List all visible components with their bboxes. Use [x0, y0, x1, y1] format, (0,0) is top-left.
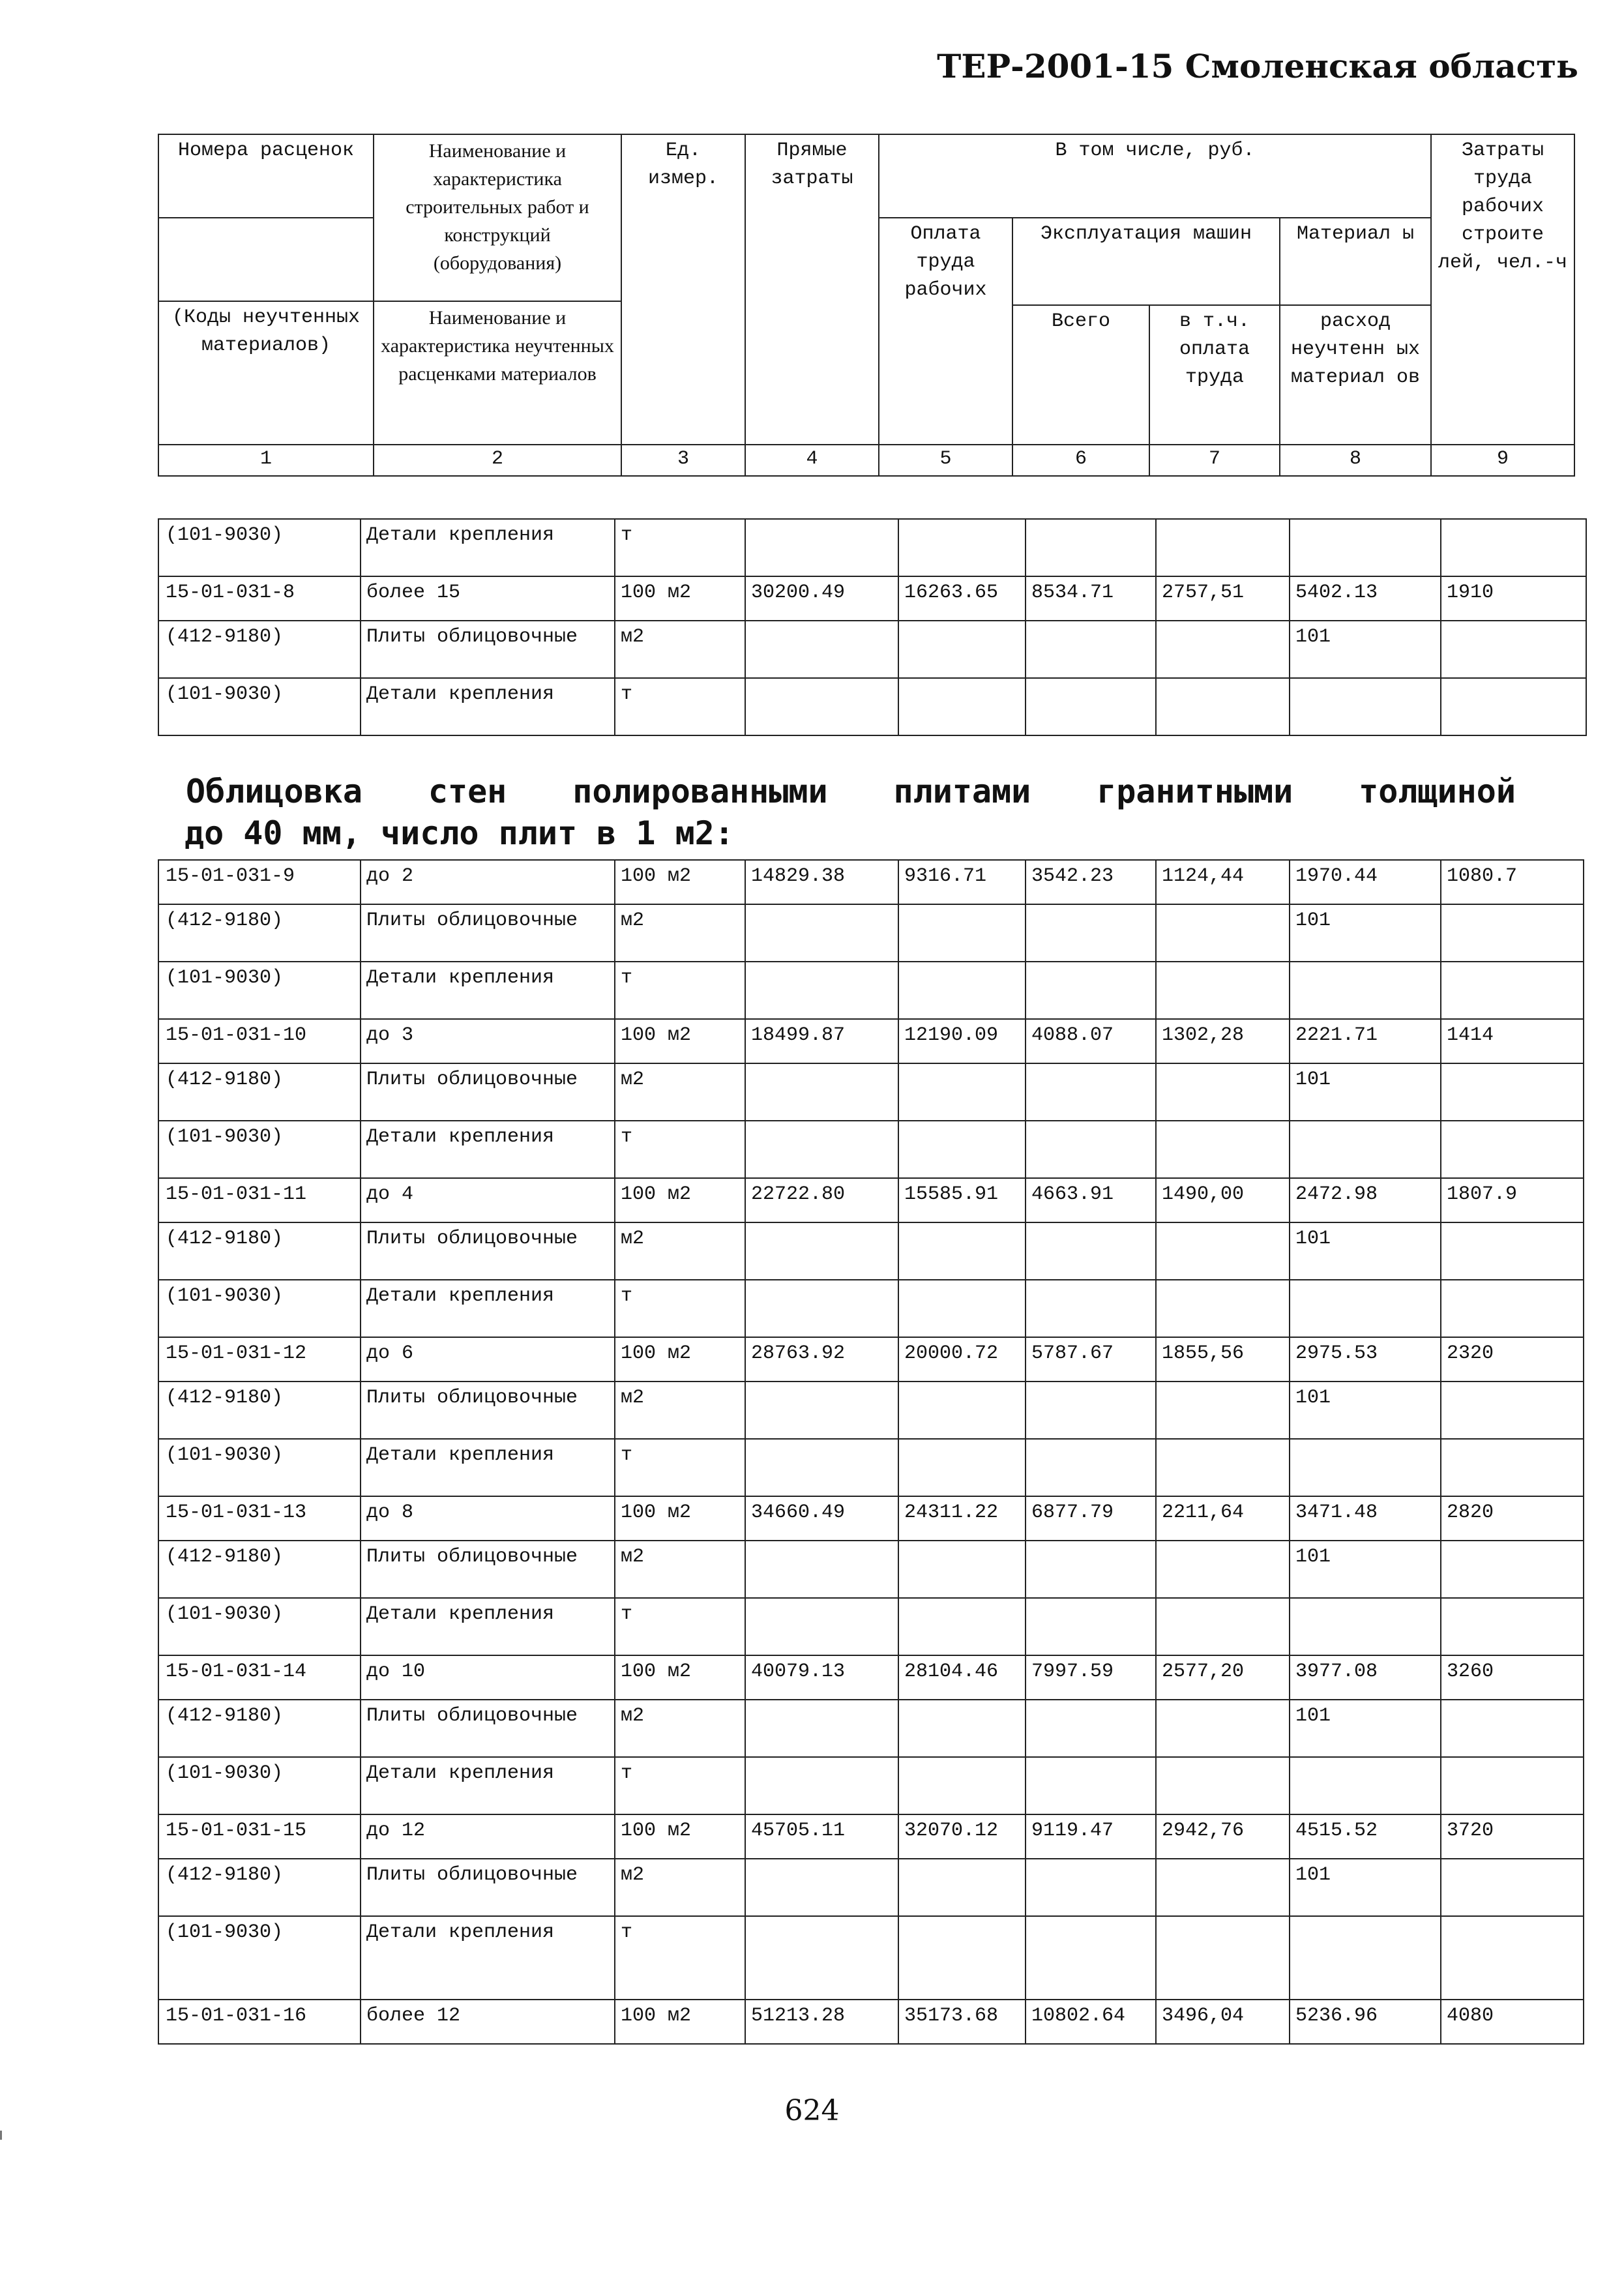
machines-total-cell: 10802.64	[1026, 2000, 1156, 2044]
machines-labor-pay-cell	[1156, 1598, 1290, 1655]
materials-cost-cell: 101	[1290, 1222, 1441, 1280]
work-name-cell: Плиты облицовочные	[361, 1700, 615, 1757]
materials-cost-cell: 101	[1290, 1859, 1441, 1916]
header-material-consumption: расход неучтенн ых материал ов	[1280, 305, 1431, 445]
unit-cell: т	[615, 1598, 745, 1655]
labor-hours-cell	[1441, 1916, 1584, 2000]
column-number: 9	[1431, 445, 1574, 476]
work-name-cell: Плиты облицовочные	[361, 1382, 615, 1439]
header-codes-spacer	[158, 218, 374, 301]
header-labor-hours: Затраты труда рабочих строите лей, чел.-ч	[1431, 134, 1574, 445]
direct-costs-cell: 18499.87	[745, 1019, 898, 1063]
materials-cost-cell: 101	[1290, 621, 1441, 678]
table-row	[158, 1439, 1584, 1496]
materials-cost-cell: 101	[1290, 1382, 1441, 1439]
unit-cell: 100 м2	[615, 1178, 745, 1222]
worker-pay-cell: 24311.22	[898, 1496, 1026, 1541]
machines-labor-pay-cell	[1156, 1382, 1290, 1439]
table-row	[158, 962, 1584, 1019]
materials-cost-cell: 2472.98	[1290, 1178, 1441, 1222]
rate-code-cell: (101-9030)	[158, 1280, 361, 1337]
labor-hours-cell	[1441, 1700, 1584, 1757]
rate-code-cell: 15-01-031-15	[158, 1814, 361, 1859]
table-row	[158, 678, 1586, 735]
direct-costs-cell	[745, 1063, 898, 1121]
table-row	[158, 1019, 1584, 1063]
direct-costs-cell	[745, 1859, 898, 1916]
labor-hours-cell: 3260	[1441, 1655, 1584, 1700]
labor-hours-cell	[1441, 621, 1586, 678]
unit-cell: 100 м2	[615, 1019, 745, 1063]
machines-labor-pay-cell: 1490,00	[1156, 1178, 1290, 1222]
materials-cost-cell	[1290, 1439, 1441, 1496]
header-material-name: Наименование и характеристика неучтенных расценками материалов	[374, 301, 621, 445]
labor-hours-cell	[1441, 1063, 1584, 1121]
column-header-table	[158, 134, 1575, 477]
labor-hours-cell	[1441, 1757, 1584, 1814]
work-name-cell: Детали крепления	[361, 1757, 615, 1814]
unit-cell: т	[615, 519, 745, 576]
unit-cell: 100 м2	[615, 576, 745, 621]
labor-hours-cell: 1080.7	[1441, 860, 1584, 904]
header-material-codes: (Коды неучтенных материалов)	[158, 301, 374, 445]
header-machines-total: Всего	[1012, 305, 1149, 445]
rate-code-cell: (412-9180)	[158, 621, 361, 678]
rate-code-cell: (101-9030)	[158, 1439, 361, 1496]
machines-labor-pay-cell: 2757,51	[1156, 576, 1290, 621]
materials-cost-cell	[1290, 678, 1441, 735]
labor-hours-cell	[1441, 1222, 1584, 1280]
labor-hours-cell: 4080	[1441, 2000, 1584, 2044]
direct-costs-cell	[745, 1541, 898, 1598]
unit-cell: т	[615, 962, 745, 1019]
table-row	[158, 1757, 1584, 1814]
unit-cell: 100 м2	[615, 1337, 745, 1382]
rates-table-granite	[158, 859, 1584, 2045]
worker-pay-cell: 9316.71	[898, 860, 1026, 904]
column-number: 4	[745, 445, 879, 476]
machines-total-cell	[1026, 1859, 1156, 1916]
rate-code-cell: (101-9030)	[158, 519, 361, 576]
machines-total-cell: 3542.23	[1026, 860, 1156, 904]
direct-costs-cell: 40079.13	[745, 1655, 898, 1700]
machines-total-cell	[1026, 621, 1156, 678]
direct-costs-cell	[745, 1916, 898, 2000]
machines-labor-pay-cell: 1124,44	[1156, 860, 1290, 904]
table-row	[158, 1222, 1584, 1280]
direct-costs-cell	[745, 678, 898, 735]
materials-cost-cell: 3977.08	[1290, 1655, 1441, 1700]
column-number: 8	[1280, 445, 1431, 476]
unit-cell: 100 м2	[615, 1655, 745, 1700]
document-title: ТЕР-2001-15 Смоленская область	[937, 47, 1578, 85]
work-name-cell: Детали крепления	[361, 1439, 615, 1496]
worker-pay-cell	[898, 962, 1026, 1019]
header-worker-pay: Оплата труда рабочих	[879, 218, 1012, 445]
direct-costs-cell: 34660.49	[745, 1496, 898, 1541]
machines-total-cell	[1026, 1280, 1156, 1337]
rate-code-cell: 15-01-031-12	[158, 1337, 361, 1382]
rate-code-cell: (101-9030)	[158, 1121, 361, 1178]
labor-hours-cell	[1441, 519, 1586, 576]
unit-cell: т	[615, 1121, 745, 1178]
direct-costs-cell: 45705.11	[745, 1814, 898, 1859]
machines-total-cell	[1026, 1121, 1156, 1178]
rate-code-cell: 15-01-031-10	[158, 1019, 361, 1063]
machines-labor-pay-cell	[1156, 904, 1290, 962]
table-row	[158, 1700, 1584, 1757]
unit-cell: 100 м2	[615, 1814, 745, 1859]
rate-code-cell: (101-9030)	[158, 678, 361, 735]
page-number: 624	[784, 2094, 840, 2127]
rate-code-cell: 15-01-031-14	[158, 1655, 361, 1700]
machines-labor-pay-cell	[1156, 1757, 1290, 1814]
table-row	[158, 1598, 1584, 1655]
machines-total-cell	[1026, 1541, 1156, 1598]
rate-code-cell: (412-9180)	[158, 1859, 361, 1916]
direct-costs-cell	[745, 621, 898, 678]
machines-labor-pay-cell	[1156, 962, 1290, 1019]
worker-pay-cell: 32070.12	[898, 1814, 1026, 1859]
machines-total-cell	[1026, 1439, 1156, 1496]
machines-total-cell	[1026, 1700, 1156, 1757]
machines-labor-pay-cell	[1156, 1700, 1290, 1757]
header-machine-operation: Эксплуатация машин	[1012, 218, 1280, 305]
machines-labor-pay-cell	[1156, 519, 1290, 576]
machines-total-cell: 5787.67	[1026, 1337, 1156, 1382]
machines-labor-pay-cell	[1156, 1439, 1290, 1496]
materials-cost-cell	[1290, 962, 1441, 1019]
header-work-name: Наименование и характеристика строительных работ и конструкций (оборудования)	[374, 134, 621, 301]
header-including-rub: В том числе, руб.	[879, 134, 1431, 218]
work-name-cell: Детали крепления	[361, 519, 615, 576]
worker-pay-cell	[898, 1757, 1026, 1814]
direct-costs-cell: 22722.80	[745, 1178, 898, 1222]
machines-labor-pay-cell: 2211,64	[1156, 1496, 1290, 1541]
direct-costs-cell: 30200.49	[745, 576, 898, 621]
rate-code-cell: (101-9030)	[158, 1598, 361, 1655]
machines-total-cell	[1026, 1916, 1156, 2000]
unit-cell: 100 м2	[615, 1496, 745, 1541]
machines-labor-pay-cell	[1156, 1916, 1290, 2000]
materials-cost-cell: 101	[1290, 1541, 1441, 1598]
work-name-cell: Детали крепления	[361, 962, 615, 1019]
worker-pay-cell: 35173.68	[898, 2000, 1026, 2044]
materials-cost-cell	[1290, 519, 1441, 576]
labor-hours-cell	[1441, 962, 1584, 1019]
rate-code-cell: 15-01-031-11	[158, 1178, 361, 1222]
direct-costs-cell	[745, 519, 898, 576]
table-row	[158, 904, 1584, 962]
column-number: 2	[374, 445, 621, 476]
machines-total-cell: 6877.79	[1026, 1496, 1156, 1541]
machines-labor-pay-cell: 2577,20	[1156, 1655, 1290, 1700]
worker-pay-cell	[898, 1700, 1026, 1757]
direct-costs-cell	[745, 1382, 898, 1439]
table-row	[158, 621, 1586, 678]
machines-total-cell: 7997.59	[1026, 1655, 1156, 1700]
section-heading-line-1: Облицовка стен полированными плитами гранитными толщиной	[186, 773, 1516, 810]
labor-hours-cell	[1441, 1439, 1584, 1496]
worker-pay-cell	[898, 1063, 1026, 1121]
machines-total-cell	[1026, 904, 1156, 962]
direct-costs-cell	[745, 1757, 898, 1814]
direct-costs-cell	[745, 1121, 898, 1178]
table-row	[158, 1280, 1584, 1337]
work-name-cell: до 12	[361, 1814, 615, 1859]
section-heading-line-2: до 40 мм, число плит в 1 м2:	[185, 814, 734, 852]
labor-hours-cell	[1441, 1280, 1584, 1337]
rate-code-cell: (412-9180)	[158, 1700, 361, 1757]
worker-pay-cell: 20000.72	[898, 1337, 1026, 1382]
unit-cell: 100 м2	[615, 860, 745, 904]
machines-total-cell	[1026, 1063, 1156, 1121]
table-row	[158, 1178, 1584, 1222]
rate-code-cell: (101-9030)	[158, 1757, 361, 1814]
labor-hours-cell	[1441, 1121, 1584, 1178]
unit-cell: м2	[615, 1700, 745, 1757]
work-name-cell: до 3	[361, 1019, 615, 1063]
labor-hours-cell: 3720	[1441, 1814, 1584, 1859]
column-number: 3	[621, 445, 745, 476]
worker-pay-cell	[898, 678, 1026, 735]
unit-cell: т	[615, 1439, 745, 1496]
rate-code-cell: (412-9180)	[158, 904, 361, 962]
work-name-cell: Детали крепления	[361, 678, 615, 735]
direct-costs-cell: 14829.38	[745, 860, 898, 904]
work-name-cell: до 10	[361, 1655, 615, 1700]
machines-labor-pay-cell	[1156, 1121, 1290, 1178]
column-number: 6	[1012, 445, 1149, 476]
worker-pay-cell	[898, 621, 1026, 678]
table-row	[158, 2000, 1584, 2044]
column-number: 5	[879, 445, 1012, 476]
rate-code-cell: 15-01-031-9	[158, 860, 361, 904]
unit-cell: м2	[615, 621, 745, 678]
materials-cost-cell	[1290, 1916, 1441, 2000]
work-name-cell: Плиты облицовочные	[361, 1063, 615, 1121]
machines-labor-pay-cell	[1156, 1541, 1290, 1598]
work-name-cell: Плиты облицовочные	[361, 1859, 615, 1916]
machines-total-cell: 8534.71	[1026, 576, 1156, 621]
machines-total-cell	[1026, 1757, 1156, 1814]
materials-cost-cell	[1290, 1280, 1441, 1337]
table-row	[158, 1382, 1584, 1439]
materials-cost-cell: 101	[1290, 904, 1441, 962]
work-name-cell: до 4	[361, 1178, 615, 1222]
unit-cell: м2	[615, 1063, 745, 1121]
unit-cell: м2	[615, 1382, 745, 1439]
column-number: 1	[158, 445, 374, 476]
materials-cost-cell: 3471.48	[1290, 1496, 1441, 1541]
table-row	[158, 1541, 1584, 1598]
section-heading	[186, 771, 1516, 854]
worker-pay-cell	[898, 1859, 1026, 1916]
direct-costs-cell	[745, 1700, 898, 1757]
worker-pay-cell	[898, 1541, 1026, 1598]
work-name-cell: Детали крепления	[361, 1121, 615, 1178]
work-name-cell: более 15	[361, 576, 615, 621]
labor-hours-cell	[1441, 904, 1584, 962]
direct-costs-cell	[745, 1222, 898, 1280]
rate-code-cell: (412-9180)	[158, 1222, 361, 1280]
materials-cost-cell: 4515.52	[1290, 1814, 1441, 1859]
materials-cost-cell: 2221.71	[1290, 1019, 1441, 1063]
machines-labor-pay-cell: 3496,04	[1156, 2000, 1290, 2044]
worker-pay-cell	[898, 519, 1026, 576]
worker-pay-cell	[898, 1280, 1026, 1337]
materials-cost-cell	[1290, 1121, 1441, 1178]
machines-total-cell: 4663.91	[1026, 1178, 1156, 1222]
rate-code-cell: (412-9180)	[158, 1063, 361, 1121]
table-row	[158, 860, 1584, 904]
work-name-cell: до 8	[361, 1496, 615, 1541]
labor-hours-cell	[1441, 678, 1586, 735]
header-codes: Номера расценок	[158, 134, 374, 218]
unit-cell: т	[615, 1916, 745, 2000]
header-direct-costs: Прямые затраты	[745, 134, 879, 445]
table-row	[158, 1496, 1584, 1541]
unit-cell: т	[615, 678, 745, 735]
rate-code-cell: (101-9030)	[158, 1916, 361, 2000]
unit-cell: м2	[615, 1541, 745, 1598]
machines-labor-pay-cell	[1156, 678, 1290, 735]
labor-hours-cell	[1441, 1382, 1584, 1439]
rate-code-cell: (412-9180)	[158, 1382, 361, 1439]
worker-pay-cell: 12190.09	[898, 1019, 1026, 1063]
machines-labor-pay-cell	[1156, 1859, 1290, 1916]
machines-labor-pay-cell: 2942,76	[1156, 1814, 1290, 1859]
rate-code-cell: 15-01-031-8	[158, 576, 361, 621]
direct-costs-cell: 51213.28	[745, 2000, 898, 2044]
direct-costs-cell	[745, 962, 898, 1019]
machines-total-cell	[1026, 1382, 1156, 1439]
scan-mark	[0, 2131, 2, 2140]
worker-pay-cell	[898, 1382, 1026, 1439]
machines-labor-pay-cell	[1156, 621, 1290, 678]
table-row	[158, 1655, 1584, 1700]
worker-pay-cell	[898, 1121, 1026, 1178]
direct-costs-cell	[745, 1280, 898, 1337]
table-row	[158, 1916, 1584, 2000]
table-row	[158, 1337, 1584, 1382]
work-name-cell: до 6	[361, 1337, 615, 1382]
labor-hours-cell	[1441, 1859, 1584, 1916]
materials-cost-cell: 101	[1290, 1063, 1441, 1121]
machines-total-cell: 4088.07	[1026, 1019, 1156, 1063]
work-name-cell: Плиты облицовочные	[361, 1541, 615, 1598]
header-materials: Материал ы	[1280, 218, 1431, 305]
materials-cost-cell: 1970.44	[1290, 860, 1441, 904]
materials-cost-cell: 5236.96	[1290, 2000, 1441, 2044]
table-row	[158, 1859, 1584, 1916]
labor-hours-cell: 1807.9	[1441, 1178, 1584, 1222]
header-unit: Ед. измер.	[621, 134, 745, 445]
rate-code-cell: (101-9030)	[158, 962, 361, 1019]
work-name-cell: более 12	[361, 2000, 615, 2044]
materials-cost-cell: 2975.53	[1290, 1337, 1441, 1382]
machines-labor-pay-cell	[1156, 1063, 1290, 1121]
work-name-cell: до 2	[361, 860, 615, 904]
materials-cost-cell: 101	[1290, 1700, 1441, 1757]
table-row	[158, 519, 1586, 576]
unit-cell: т	[615, 1280, 745, 1337]
worker-pay-cell	[898, 904, 1026, 962]
work-name-cell: Плиты облицовочные	[361, 621, 615, 678]
machines-total-cell	[1026, 1598, 1156, 1655]
machines-total-cell	[1026, 962, 1156, 1019]
rate-code-cell: (412-9180)	[158, 1541, 361, 1598]
machines-total-cell	[1026, 1222, 1156, 1280]
machines-labor-pay-cell	[1156, 1222, 1290, 1280]
labor-hours-cell	[1441, 1598, 1584, 1655]
materials-cost-cell	[1290, 1598, 1441, 1655]
direct-costs-cell	[745, 1598, 898, 1655]
worker-pay-cell: 15585.91	[898, 1178, 1026, 1222]
labor-hours-cell: 1910	[1441, 576, 1586, 621]
table-row	[158, 576, 1586, 621]
worker-pay-cell	[898, 1598, 1026, 1655]
work-name-cell: Плиты облицовочные	[361, 904, 615, 962]
table-row	[158, 1121, 1584, 1178]
machines-labor-pay-cell	[1156, 1280, 1290, 1337]
rate-code-cell: 15-01-031-16	[158, 2000, 361, 2044]
rate-code-cell: 15-01-031-13	[158, 1496, 361, 1541]
rates-table-top	[158, 518, 1587, 736]
labor-hours-cell	[1441, 1541, 1584, 1598]
materials-cost-cell	[1290, 1757, 1441, 1814]
work-name-cell: Плиты облицовочные	[361, 1222, 615, 1280]
worker-pay-cell: 16263.65	[898, 576, 1026, 621]
machines-total-cell	[1026, 519, 1156, 576]
work-name-cell: Детали крепления	[361, 1280, 615, 1337]
machines-total-cell	[1026, 678, 1156, 735]
materials-cost-cell: 5402.13	[1290, 576, 1441, 621]
header-machines-labor-pay: в т.ч. оплата труда	[1149, 305, 1280, 445]
work-name-cell: Детали крепления	[361, 1598, 615, 1655]
labor-hours-cell: 2820	[1441, 1496, 1584, 1541]
direct-costs-cell: 28763.92	[745, 1337, 898, 1382]
table-row	[158, 1814, 1584, 1859]
unit-cell: т	[615, 1757, 745, 1814]
worker-pay-cell	[898, 1439, 1026, 1496]
worker-pay-cell	[898, 1222, 1026, 1280]
labor-hours-cell: 2320	[1441, 1337, 1584, 1382]
column-number: 7	[1149, 445, 1280, 476]
worker-pay-cell	[898, 1916, 1026, 2000]
direct-costs-cell	[745, 1439, 898, 1496]
work-name-cell: Детали крепления	[361, 1916, 615, 2000]
unit-cell: 100 м2	[615, 2000, 745, 2044]
direct-costs-cell	[745, 904, 898, 962]
worker-pay-cell: 28104.46	[898, 1655, 1026, 1700]
machines-total-cell: 9119.47	[1026, 1814, 1156, 1859]
unit-cell: м2	[615, 1222, 745, 1280]
unit-cell: м2	[615, 904, 745, 962]
machines-labor-pay-cell: 1855,56	[1156, 1337, 1290, 1382]
machines-labor-pay-cell: 1302,28	[1156, 1019, 1290, 1063]
labor-hours-cell: 1414	[1441, 1019, 1584, 1063]
unit-cell: м2	[615, 1859, 745, 1916]
table-row	[158, 1063, 1584, 1121]
